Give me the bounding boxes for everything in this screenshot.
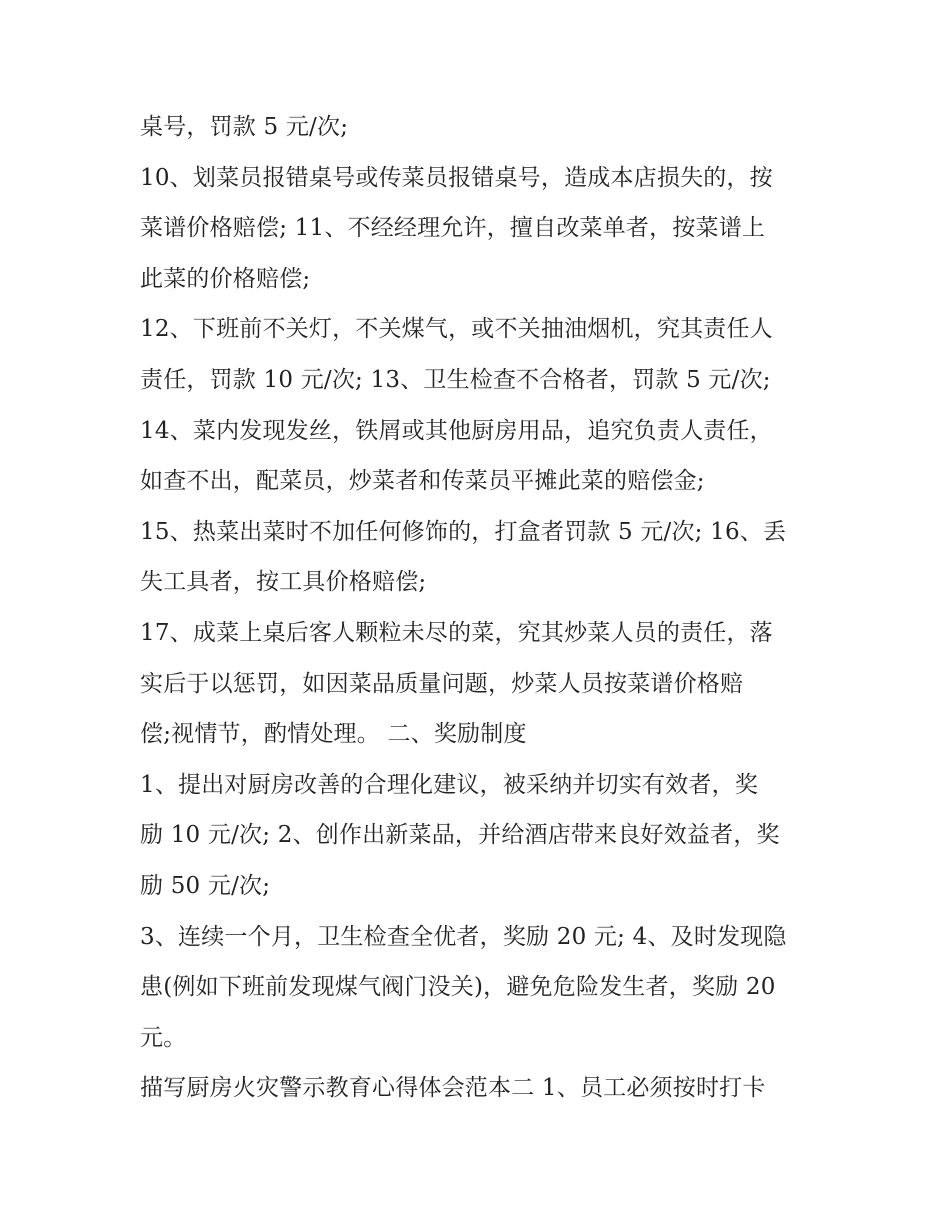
text-line: 励 10 元/次; 2、创作出新菜品，并给酒店带来良好效益者，奖	[140, 822, 780, 849]
text-line: 12、下班前不关灯，不关煤气，或不关抽油烟机，究其责任人	[140, 316, 773, 343]
text-line: 患(例如下班前发现煤气阀门没关)，避免危险发生者，奖励 20	[140, 974, 776, 1001]
document-body	[140, 102, 815, 1114]
text-line: 10、划菜员报错桌号或传菜员报错桌号，造成本店损失的，按	[140, 164, 773, 191]
text-line: 14、菜内发现发丝，铁屑或其他厨房用品，追究负责人责任，	[140, 417, 773, 444]
text-line: 责任，罚款 10 元/次; 13、卫生检查不合格者，罚款 5 元/次;	[140, 366, 771, 393]
text-line: 励 50 元/次;	[140, 872, 271, 899]
text-line: 3、连续一个月，卫生检查全优者，奖励 20 元; 4、及时发现隐	[140, 923, 787, 950]
text-line: 15、热菜出菜时不加任何修饰的，打盒者罚款 5 元/次; 16、丢	[140, 518, 787, 545]
text-line: 描写厨房火灾警示教育心得体会范本二 1、员工必须按时打卡	[140, 1075, 766, 1102]
text-line: 桌号，罚款 5 元/次;	[140, 114, 349, 140]
text-line: 如查不出，配菜员，炒菜者和传菜员平摊此菜的赔偿金;	[140, 468, 705, 495]
text-line: 元。	[140, 1024, 187, 1051]
text-line: 实后于以惩罚，如因菜品质量问题，炒菜人员按菜谱价格赔	[140, 670, 744, 697]
section-heading-line: 偿;视情节，酌情处理。 二、奖励制度	[140, 721, 527, 748]
text-line: 失工具者，按工具价格赔偿;	[140, 569, 427, 596]
text-line: 17、成菜上桌后客人颗粒未尽的菜，究其炒菜人员的责任，落	[140, 619, 773, 646]
text-line: 1、提出对厨房改善的合理化建议，被采纳并切实有效者，奖	[140, 771, 759, 798]
text-line: 此菜的价格赔偿;	[140, 265, 311, 292]
text-line: 菜谱价格赔偿; 11、不经经理允许，擅自改菜单者，按菜谱上	[140, 215, 766, 242]
